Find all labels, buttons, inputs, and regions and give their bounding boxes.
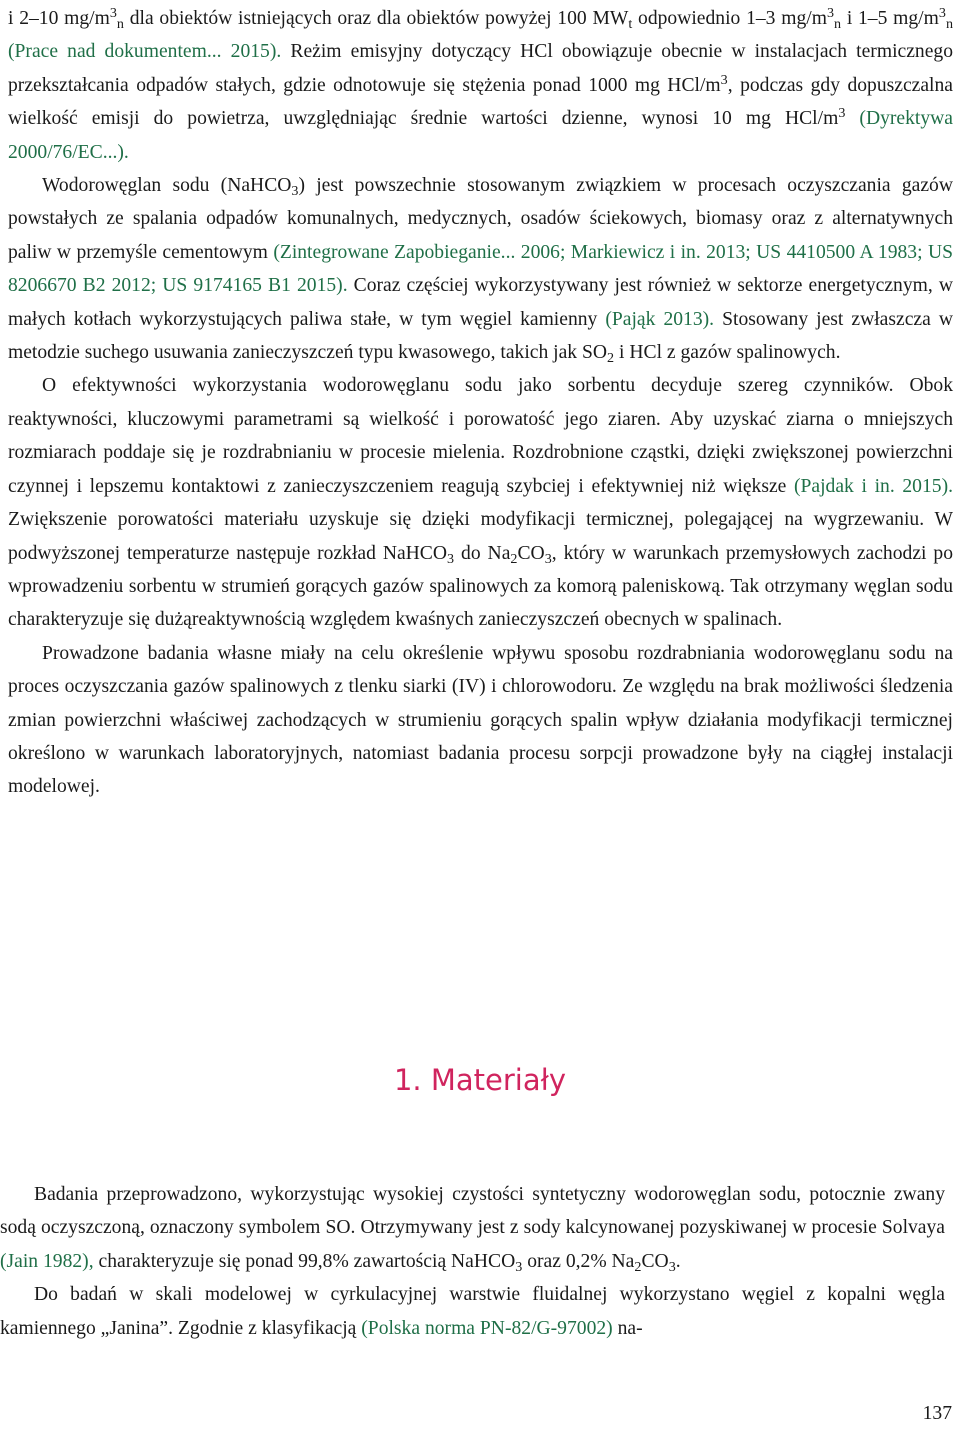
- subscript: n: [834, 15, 842, 32]
- paragraph-coal-source: [0, 1278, 945, 1345]
- text-run: O efektywności wykorzystania wodorowęglanu sodu jako sorbentu decyduje szereg czynników. Obok reaktywności, kluczowymi parametrami są wielkość i porowatość jego ziaren. Aby uzyskać ziarna o mniejszych rozmiarach poddaje się je rozdrabnianiu w procesie mielenia. Rozdrobnione cząstki, dzięki zwiększonej powierzchni czynnej i lepszemu kontaktowi z zanieczyszczeniem reagują szybciej i efektywniej niż większe: [8, 375, 953, 497]
- text-run: i 2–10 mg/m: [8, 8, 110, 29]
- citation-link[interactable]: (Dyrektywa 2000/76/EC...).: [8, 108, 953, 163]
- subscript: 3: [515, 1258, 523, 1275]
- subscript: 3: [544, 550, 552, 567]
- section-materials-body: [0, 1178, 945, 1345]
- text-run: CO: [641, 1250, 669, 1272]
- superscript: 3: [938, 4, 946, 21]
- paragraph-research-aim: [8, 637, 953, 804]
- section-heading: 1. Materiały: [393, 1063, 567, 1097]
- superscript: 3: [109, 4, 117, 21]
- superscript: 3: [826, 4, 835, 21]
- citation-link[interactable]: (Jain 1982),: [0, 1250, 94, 1272]
- subscript: n: [945, 15, 953, 32]
- text-run: Badania przeprowadzono, wykorzystując wysokiej czystości syntetyczny wodorowęglan sodu, potocznie zwany sodą oczyszczoną, oznaczony symbolem SO. Otrzymywany jest z sody kalcynowanej pozyskiwanej w procesie Solvaya: [0, 1184, 945, 1239]
- text-run: charakteryzuje się ponad 99,8% zawartością NaHCO: [93, 1250, 516, 1272]
- text-run: dla obiektów istniejących oraz dla obiektów powyżej 100 MW: [123, 8, 629, 29]
- page-number: 137: [922, 1403, 952, 1424]
- text-run: odpowiednio 1–3 mg/m: [632, 8, 827, 29]
- subscript: t: [628, 15, 633, 32]
- document-page: [8, 0, 953, 804]
- paragraph-sorbent-efficiency: [8, 369, 953, 636]
- text-run: CO: [517, 542, 545, 564]
- text-run: , który w warunkach przemysłowych zachodzi po wprowadzeniu sorbentu w strumień gorących gazów spalinowych za komorą paleniskową. Tak otrzymany węglan sodu charakteryzuje się dużąreaktywnością względem kwaśnych zanieczyszczeń obecnych w spalinach.: [8, 542, 953, 631]
- citation-link[interactable]: (Prace nad dokumentem... 2015).: [8, 41, 282, 63]
- text-run: .: [675, 1250, 681, 1272]
- paragraph-materials-description: [0, 1178, 945, 1278]
- text-run: Do badań w skali modelowej w cyrkulacyjnej warstwie fluidalnej wykorzystano węgiel z kopalni węgla kamiennego „Janina”. Zgodnie z klasyfikacją: [0, 1284, 945, 1339]
- text-run: , podczas gdy dopuszczalna wielkość emisji do powietrza, uwzględniając średnie wartości dzienne, wynosi 10 mg HCl/m: [8, 74, 953, 130]
- subscript: 2: [607, 350, 615, 366]
- citation-link[interactable]: (Polska norma PN-82/G-97002): [361, 1317, 613, 1339]
- text-run: oraz 0,2% Na: [522, 1250, 635, 1272]
- text-run: Wodorowęglan sodu (NaHCO: [42, 175, 292, 197]
- text-run: Zwiększenie porowatości materiału uzyskuje się dzięki modyfikacji termicznej, polegającej na wygrzewaniu. W podwyższonej temperaturze następuje rozkład NaHCO: [8, 509, 953, 564]
- paragraph-emission-limits: [8, 2, 953, 169]
- text-run: Stosowany jest zwłaszcza w metodzie suchego usuwania zanieczyszczeń typu kwasowego, takich jak SO: [8, 308, 953, 364]
- subscript: 2: [510, 550, 518, 567]
- text-run: Reżim emisyjny dotyczący HCl obowiązuje obecnie w instalacjach termicznego przekształcania odpadów stałych, gdzie odnotowuje się stężenia ponad 1000 mg HCl/m: [8, 41, 953, 96]
- text-run: Prowadzone badania własne miały na celu określenie wpływu sposobu rozdrabniania wodorowęglanu sodu na proces oczyszczania gazów spalinowych z tlenku siarki (IV) i chlorowodoru. Ze względu na brak możliwości śledzenia zmian powierzchni właściwej zachodzących w strumieniu gorących spalin wpływ działania modyfikacji termicznej określono w warunkach laboratoryjnych, natomiast badania procesu sorpcji prowadzone były na ciągłej instalacji modelowej.: [8, 642, 953, 798]
- citation-link[interactable]: (Pająk 2013).: [605, 308, 715, 330]
- superscript: 3: [838, 105, 846, 122]
- text-run: do Na: [454, 542, 511, 564]
- citation-link[interactable]: (Pajdak i in. 2015).: [793, 475, 953, 497]
- superscript: 3: [720, 71, 728, 88]
- text-run: Coraz częściej wykorzystywany jest również w sektorze energetycznym, w małych kotłach wykorzystujących paliwa stałe, w tym węgiel kamienny: [8, 275, 953, 330]
- citation-link[interactable]: (Zintegrowane Zapobieganie... 2006; Markiewicz i in. 2013; US 4410500 A 1983; US 8206670 B2 2012; US 9174165 B1 2015).: [8, 241, 953, 297]
- subscript: n: [116, 15, 124, 32]
- subscript: 3: [668, 1258, 676, 1275]
- subscript: 3: [447, 550, 455, 567]
- text-run: i HCl z gazów spalinowych.: [614, 342, 841, 364]
- paragraph-sodium-bicarbonate: [8, 169, 953, 369]
- subscript: 3: [291, 182, 299, 199]
- text-run: ) jest powszechnie stosowanym związkiem w procesach oczyszczania gazów powstałych ze spalania odpadów komunalnych, medycznych, osadów ściekowych, biomasy oraz z alternatywnych paliw w przemyśle cementowym: [8, 175, 953, 263]
- text-run: i 1–5 mg/m: [841, 8, 939, 29]
- text-run: na-: [612, 1317, 643, 1339]
- subscript: 2: [634, 1258, 642, 1275]
